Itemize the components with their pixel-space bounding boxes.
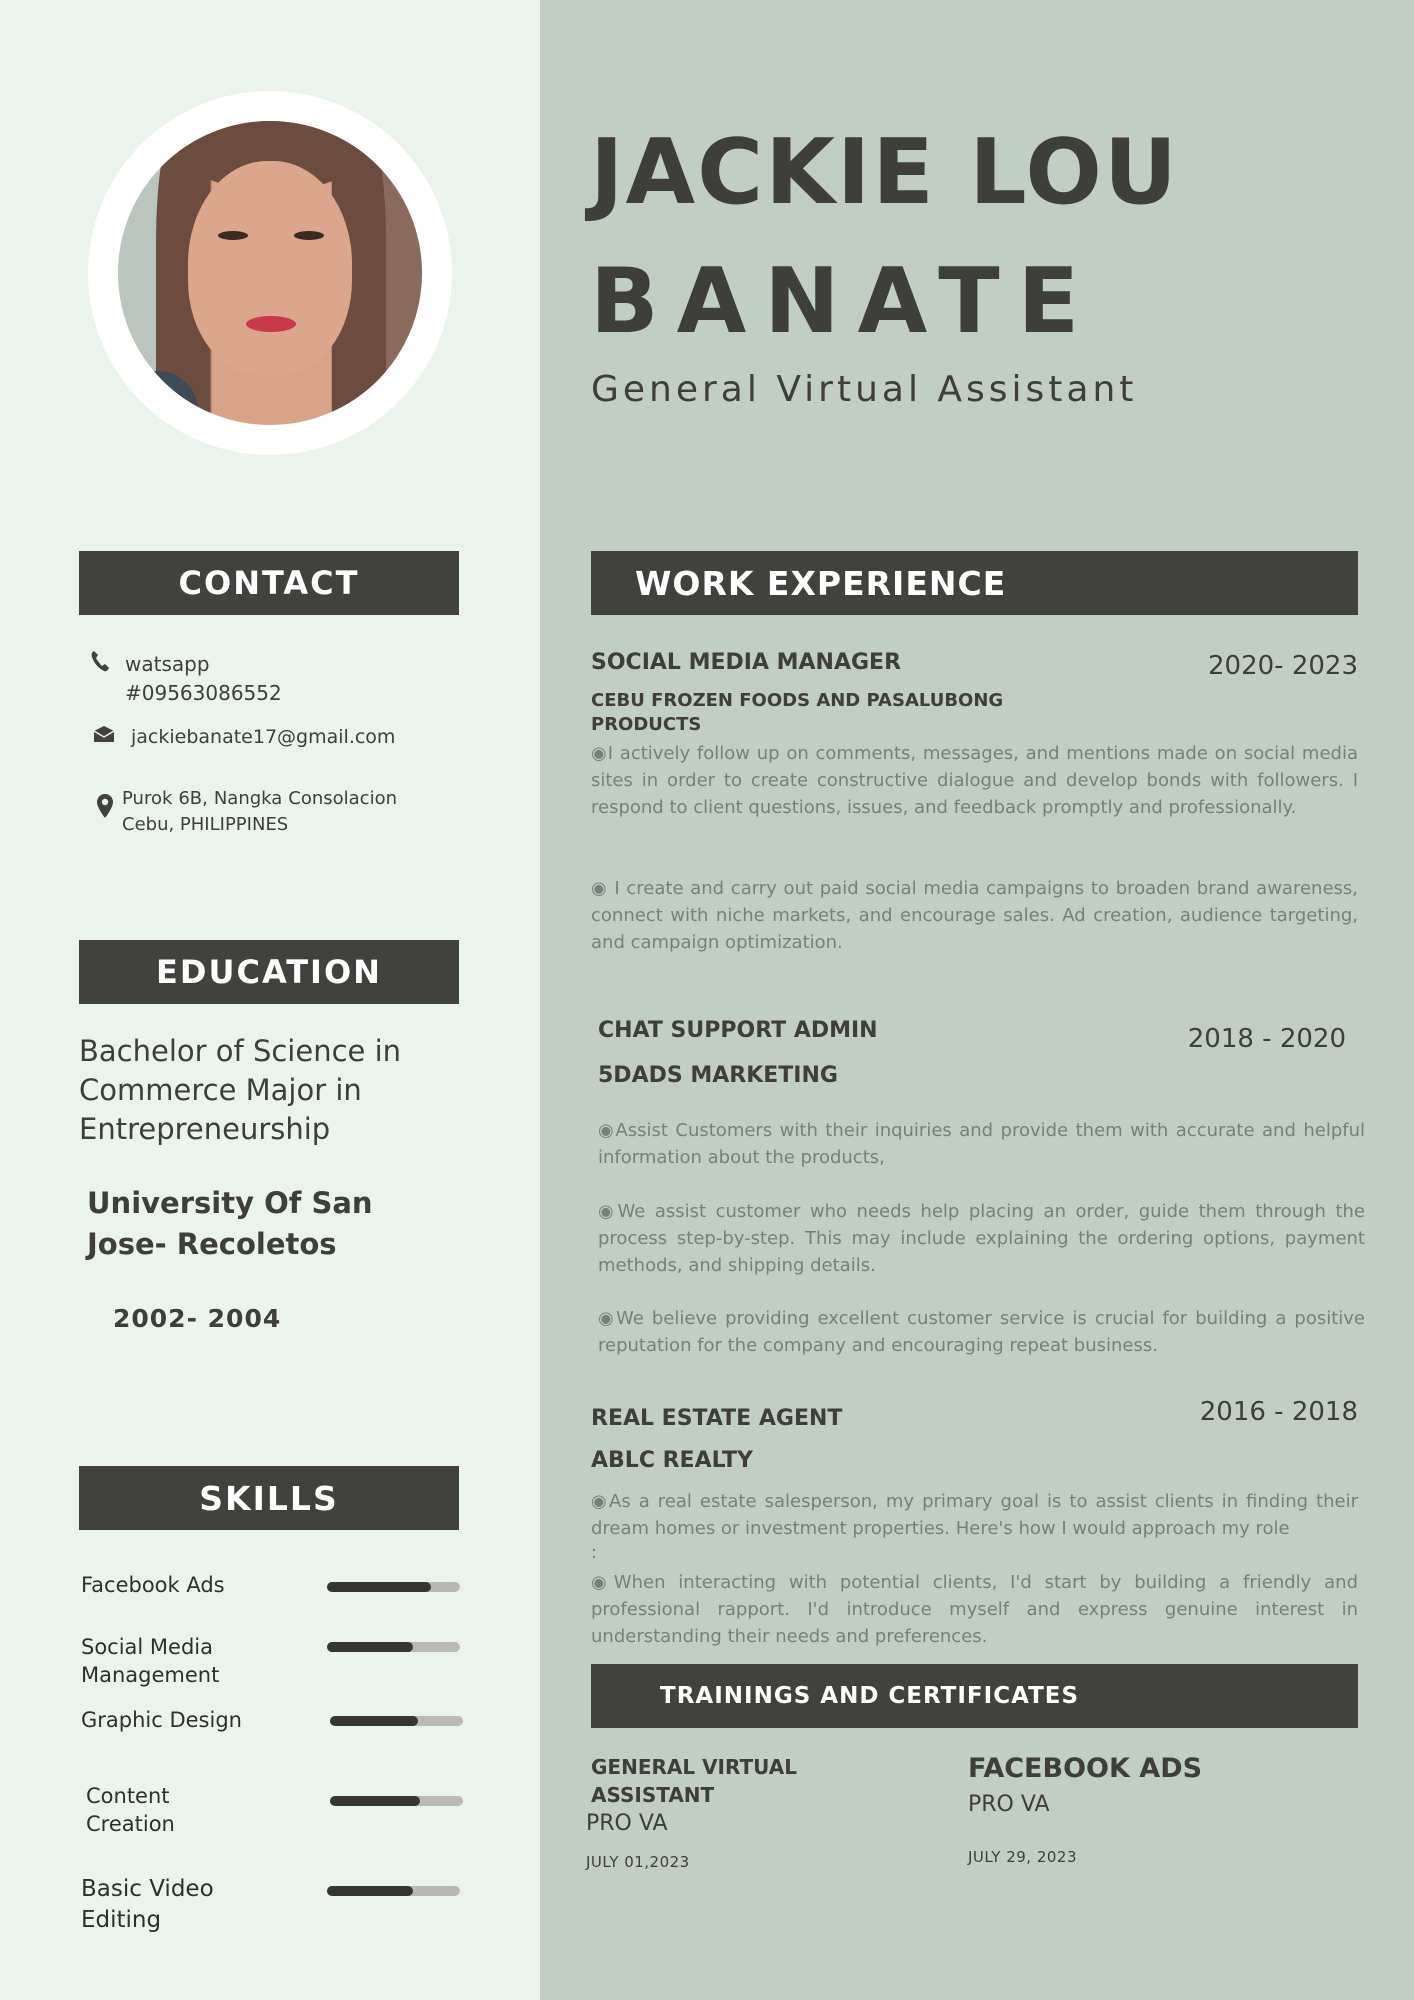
certificate-issuer: PRO VA	[586, 1811, 668, 1836]
job-bullet: ◉Assist Customers with their inquiries and provide them with accurate and helpful information about the products,	[598, 1120, 1365, 1168]
job-bullet: :	[591, 1542, 598, 1563]
job-title: REAL ESTATE AGENT	[591, 1406, 843, 1431]
job-years: 2018 - 2020	[1187, 1024, 1346, 1054]
skill-bar-fill	[327, 1642, 413, 1652]
job-bullet: ◉We believe providing excellent customer service is crucial for building a positive reputation for the company and encouraging repeat business.	[598, 1308, 1365, 1356]
skill-bar	[330, 1796, 463, 1806]
certificate-issuer: PRO VA	[968, 1792, 1050, 1817]
skill-label: Social Media Management	[81, 1635, 220, 1687]
skill-bar	[327, 1642, 460, 1652]
job-years: 2016 - 2018	[1199, 1397, 1358, 1427]
job-role: General Virtual Assistant	[591, 369, 1138, 410]
company-name: CEBU FROZEN FOODS AND PASALUBONG PRODUCTS	[591, 690, 1004, 735]
skill-bar	[330, 1716, 463, 1726]
school-name: University Of San Jose- Recoletos	[87, 1186, 373, 1261]
skill-label: Facebook Ads	[81, 1573, 225, 1597]
skill-bar-fill	[327, 1886, 413, 1896]
certificate-date: JULY 29, 2023	[968, 1848, 1077, 1866]
job-bullet: ◉I actively follow up on comments, messages, and mentions made on social media sites in order to create constructive dialogue and develop bonds with followers. I respond to client questions, issues, and feedback promptly and professionally.	[591, 743, 1358, 818]
job-years: 2020- 2023	[1208, 651, 1358, 681]
company-name: 5DADS MARKETING	[598, 1063, 838, 1088]
job-bullet: ◉We assist customer who needs help placing an order, guide them through the process step-by-step. This may include explaining the ordering options, payment methods, and shipping details.	[598, 1201, 1365, 1276]
location-pin-icon	[96, 794, 114, 824]
envelope-icon	[93, 724, 115, 749]
job-bullet: ◉As a real estate salesperson, my primary goal is to assist clients in finding their dream homes or investment properties. Here's how I would approach my role	[591, 1491, 1358, 1539]
certificate-date: JULY 01,2023	[586, 1853, 690, 1871]
work-experience-heading: WORK EXPERIENCE	[591, 551, 1358, 615]
job-title: SOCIAL MEDIA MANAGER	[591, 650, 902, 675]
trainings-heading: TRAININGS AND CERTIFICATES	[591, 1664, 1358, 1728]
email-address[interactable]: jackiebanate17@gmail.com	[131, 726, 396, 748]
certificate-title: GENERAL VIRTUAL ASSISTANT	[591, 1755, 797, 1807]
photo-lips	[246, 316, 296, 332]
company-name: ABLC REALTY	[591, 1448, 753, 1473]
profile-photo	[118, 121, 422, 425]
skill-label: Graphic Design	[81, 1708, 242, 1732]
degree: Bachelor of Science in Commerce Major in Entrepreneurship	[79, 1034, 402, 1146]
education-heading: EDUCATION	[79, 940, 459, 1004]
job-bullet: ◉ I create and carry out paid social media campaigns to broaden brand awareness, connect with niche markets, and encourage sales. Ad creation, audience targeting, and campaign optimization.	[591, 878, 1358, 953]
photo-eye-right	[294, 231, 324, 240]
name-first: JACKIE LOU	[590, 120, 1179, 225]
address: Purok 6B, Nangka Consolacion Cebu, PHILIPPINES	[122, 788, 397, 835]
education-years: 2002- 2004	[113, 1304, 282, 1333]
skill-bar-fill	[330, 1716, 418, 1726]
name-last: BANATE	[590, 249, 1098, 354]
job-bullet: ◉When interacting with potential clients, I'd start by building a friendly and professional rapport. I'd introduce myself and express genuine interest in understanding their needs and preferences.	[591, 1572, 1358, 1647]
contact-heading: CONTACT	[79, 551, 459, 615]
skill-bar-fill	[327, 1582, 431, 1592]
phone-icon	[90, 650, 110, 678]
skill-bar	[327, 1582, 460, 1592]
phone-label: watsapp	[125, 652, 210, 676]
skills-heading: SKILLS	[79, 1466, 459, 1530]
skill-label: Content Creation	[86, 1784, 175, 1836]
skill-bar-fill	[330, 1796, 420, 1806]
skill-bar	[327, 1886, 460, 1896]
skill-label: Basic Video Editing	[81, 1876, 214, 1933]
certificate-title: FACEBOOK ADS	[968, 1753, 1203, 1784]
job-title: CHAT SUPPORT ADMIN	[598, 1018, 878, 1043]
phone-number[interactable]: #09563086552	[125, 681, 282, 705]
photo-eye-left	[218, 231, 248, 240]
photo-face	[188, 161, 352, 375]
